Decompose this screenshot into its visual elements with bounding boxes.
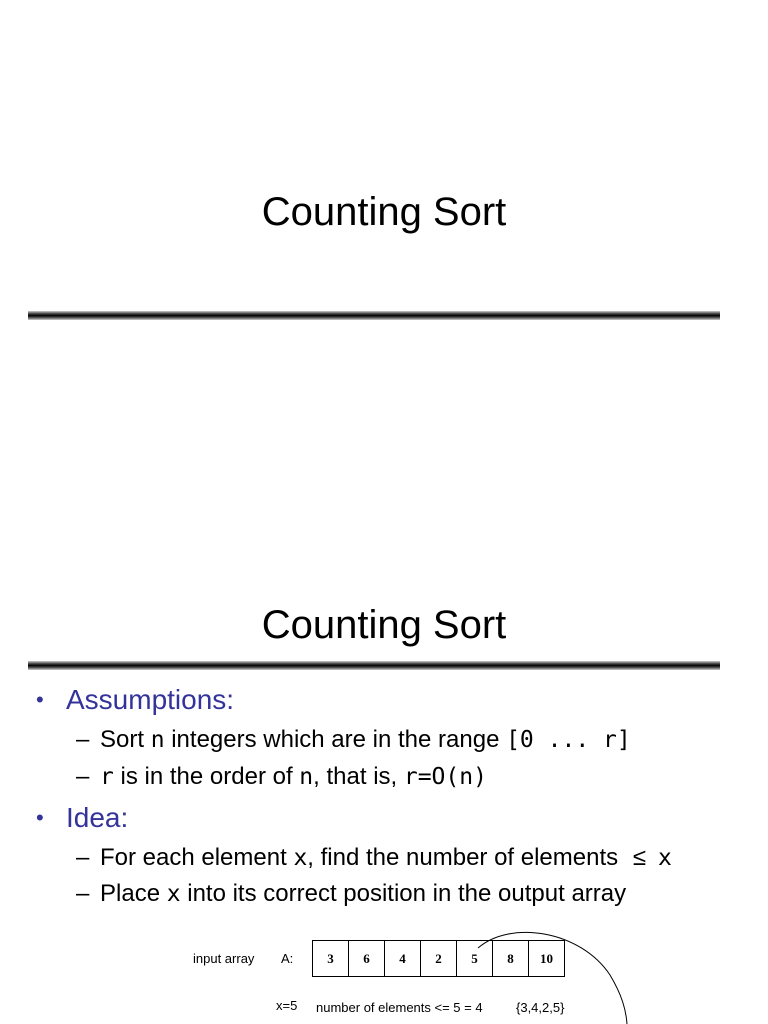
- bullet-idea: [36, 802, 128, 834]
- array-cell: 10: [529, 941, 565, 976]
- input-array-label: input array: [193, 951, 255, 966]
- slide-2-title: Counting Sort: [261, 603, 507, 647]
- array-cell: 3: [313, 941, 349, 976]
- text-fragment: For each element: [100, 844, 294, 871]
- dash-icon: –: [76, 844, 90, 871]
- text-fragment: into its correct position in the output array: [180, 880, 627, 907]
- code-fragment: r=O(n): [403, 764, 487, 790]
- code-fragment: x: [657, 845, 672, 871]
- text-fragment: Place: [100, 880, 167, 907]
- title-divider-1: [28, 311, 720, 320]
- text-fragment: , that is,: [313, 763, 404, 790]
- code-fragment: [0 ... r]: [506, 727, 631, 753]
- sub-bullet-order: [76, 763, 487, 791]
- bullet-dot-icon: •: [36, 805, 44, 830]
- slide-1-title: Counting Sort: [261, 190, 507, 234]
- bullet-dot-icon: •: [36, 687, 44, 712]
- dash-icon: –: [76, 726, 90, 753]
- code-fragment: r: [100, 764, 114, 790]
- code-fragment: x: [166, 881, 181, 907]
- array-name-label: A:: [281, 951, 294, 966]
- code-fragment: n: [299, 764, 314, 790]
- code-fragment: n: [150, 727, 165, 753]
- count-text: number of elements <= 5 = 4: [316, 1000, 483, 1015]
- bullet-assumptions: [36, 684, 234, 716]
- dash-icon: –: [76, 763, 90, 790]
- x-expression: x=5: [276, 998, 298, 1013]
- text-fragment: , find the number of elements: [307, 844, 625, 871]
- text-fragment: Sort: [100, 726, 151, 753]
- text-fragment: integers which are in the range: [164, 726, 507, 753]
- array-cell: 4: [385, 941, 421, 976]
- sub-bullet-place: [76, 880, 626, 908]
- leq-symbol: ≤: [632, 844, 646, 871]
- input-array: [312, 940, 565, 977]
- text-fragment: is in the order of: [113, 763, 300, 790]
- bullet-label: Assumptions:: [66, 684, 235, 715]
- array-cell: 2: [421, 941, 457, 976]
- sub-bullet-range: [76, 726, 631, 754]
- title-divider-2: [28, 661, 720, 670]
- code-fragment: x: [293, 845, 308, 871]
- dash-icon: –: [76, 880, 90, 907]
- bullet-label: Idea:: [66, 802, 129, 833]
- set-text: {3,4,2,5}: [516, 1000, 565, 1015]
- array-cell: 6: [349, 941, 385, 976]
- sub-bullet-count: [76, 844, 672, 872]
- array-cell: 5: [457, 941, 493, 976]
- array-cell: 8: [493, 941, 529, 976]
